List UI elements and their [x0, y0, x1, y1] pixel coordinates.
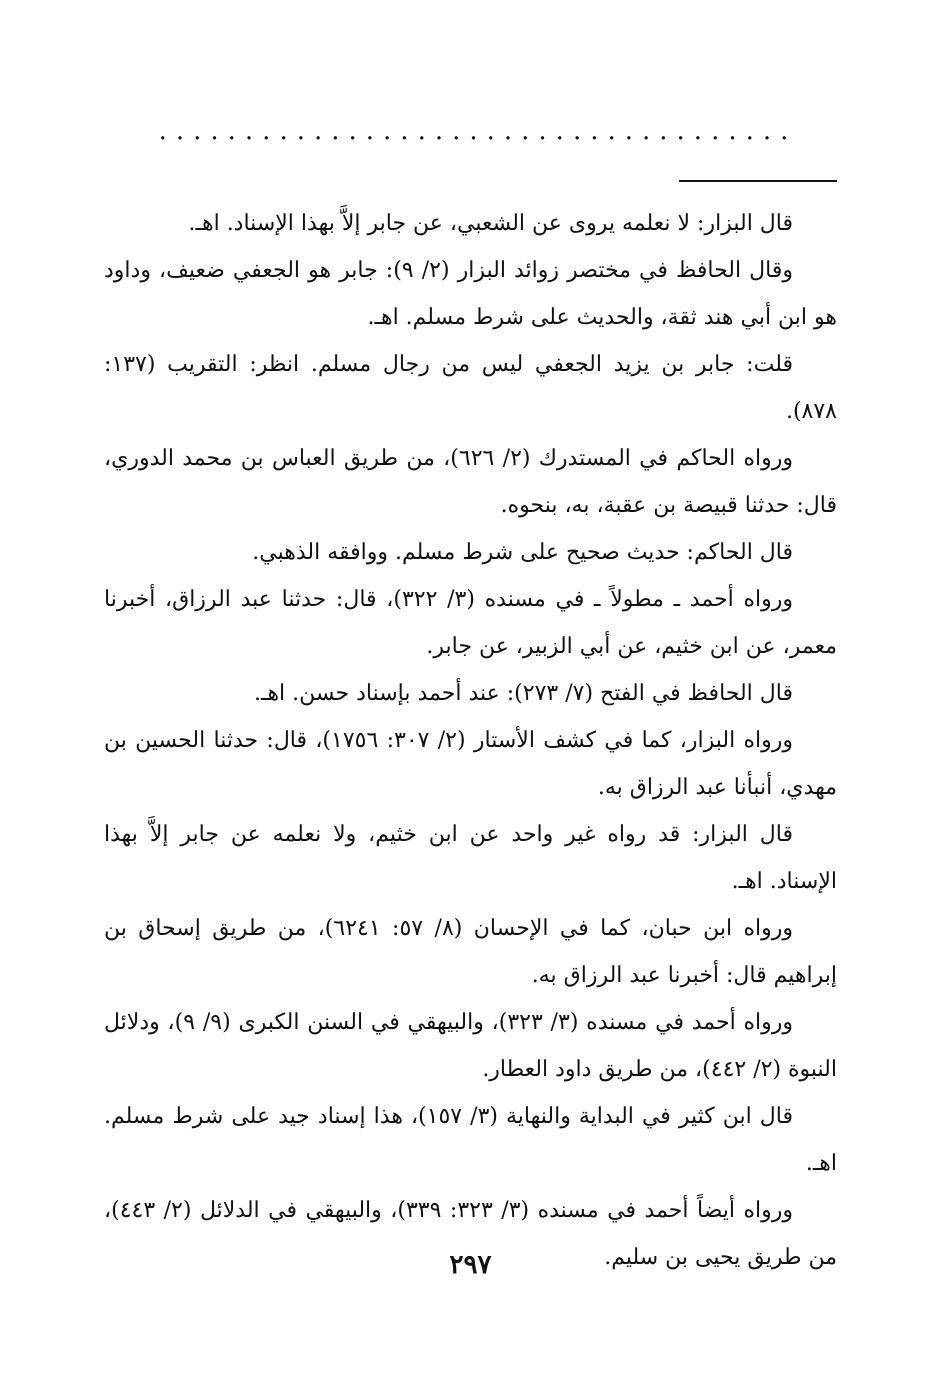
paragraph: قال البزار: لا نعلمه يروى عن الشعبي، عن جابر إلاَّ بهذا الإسناد. اهـ.: [188, 211, 793, 236]
page-number: ٢٩٧: [449, 1250, 492, 1280]
paragraph: ورواه البزار، كما في كشف الأستار (٢/ ٣٠٧: ١٧٥٦)، قال: حدثنا الحسين بن مهدي، أنبأنا عبد الرزاق به.: [104, 728, 837, 800]
paragraph: وقال الحافظ في مختصر زوائد البزار (٢/ ٩): جابر هو الجعفي ضعيف، وداود هو ابن أبي هند ثقة، والحديث على شرط مسلم. اهـ.: [104, 258, 837, 330]
footnote-rule: [679, 180, 837, 182]
paragraph: قال البزار: قد رواه غير واحد عن ابن خثيم، ولا نعلمه عن جابر إلاَّ بهذا الإسناد. اهـ.: [104, 822, 837, 894]
paragraph: ورواه أيضاً أحمد في مسنده (٣/ ٣٢٣: ٣٣٩)، والبيهقي في الدلائل (٢/ ٤٤٣)، من طريق يحيى بن سليم.: [104, 1198, 837, 1270]
page-body: [104, 200, 837, 1281]
paragraph: قلت: جابر بن يزيد الجعفي ليس من رجال مسلم. انظر: التقريب (١٣٧: ٨٧٨).: [104, 352, 837, 424]
paragraph: قال الحاكم: حديث صحيح على شرط مسلم. ووافقه الذهبي.: [252, 540, 793, 565]
paragraph: قال ابن كثير في البداية والنهاية (٣/ ١٥٧)، هذا إسناد جيد على شرط مسلم. اهـ.: [104, 1104, 837, 1176]
paragraph: ورواه أحمد ـ مطولاً ـ في مسنده (٣/ ٣٢٢)، قال: حدثنا عبد الرزاق، أخبرنا معمر، عن ابن خثيم، عن أبي الزبير، عن جابر.: [104, 587, 837, 659]
paragraph: ورواه ابن حبان، كما في الإحسان (٨/ ٥٧: ٦٢٤١)، من طريق إسحاق بن إبراهيم قال: أخبرنا عبد الرزاق به.: [104, 916, 837, 988]
paragraph: قال الحافظ في الفتح (٧/ ٢٧٣): عند أحمد بإسناد حسن. اهـ.: [254, 681, 793, 706]
dotted-separator: .....................................: [158, 118, 798, 144]
paragraph: ورواه أحمد في مسنده (٣/ ٣٢٣)، والبيهقي في السنن الكبرى (٩/ ٩)، ودلائل النبوة (٢/ ٤٤٢)، من طريق داود العطار.: [104, 1010, 837, 1082]
paragraph: ورواه الحاكم في المستدرك (٢/ ٦٢٦)، من طريق العباس بن محمد الدوري، قال: حدثنا قبيصة بن عقبة، به، بنحوه.: [104, 446, 837, 518]
